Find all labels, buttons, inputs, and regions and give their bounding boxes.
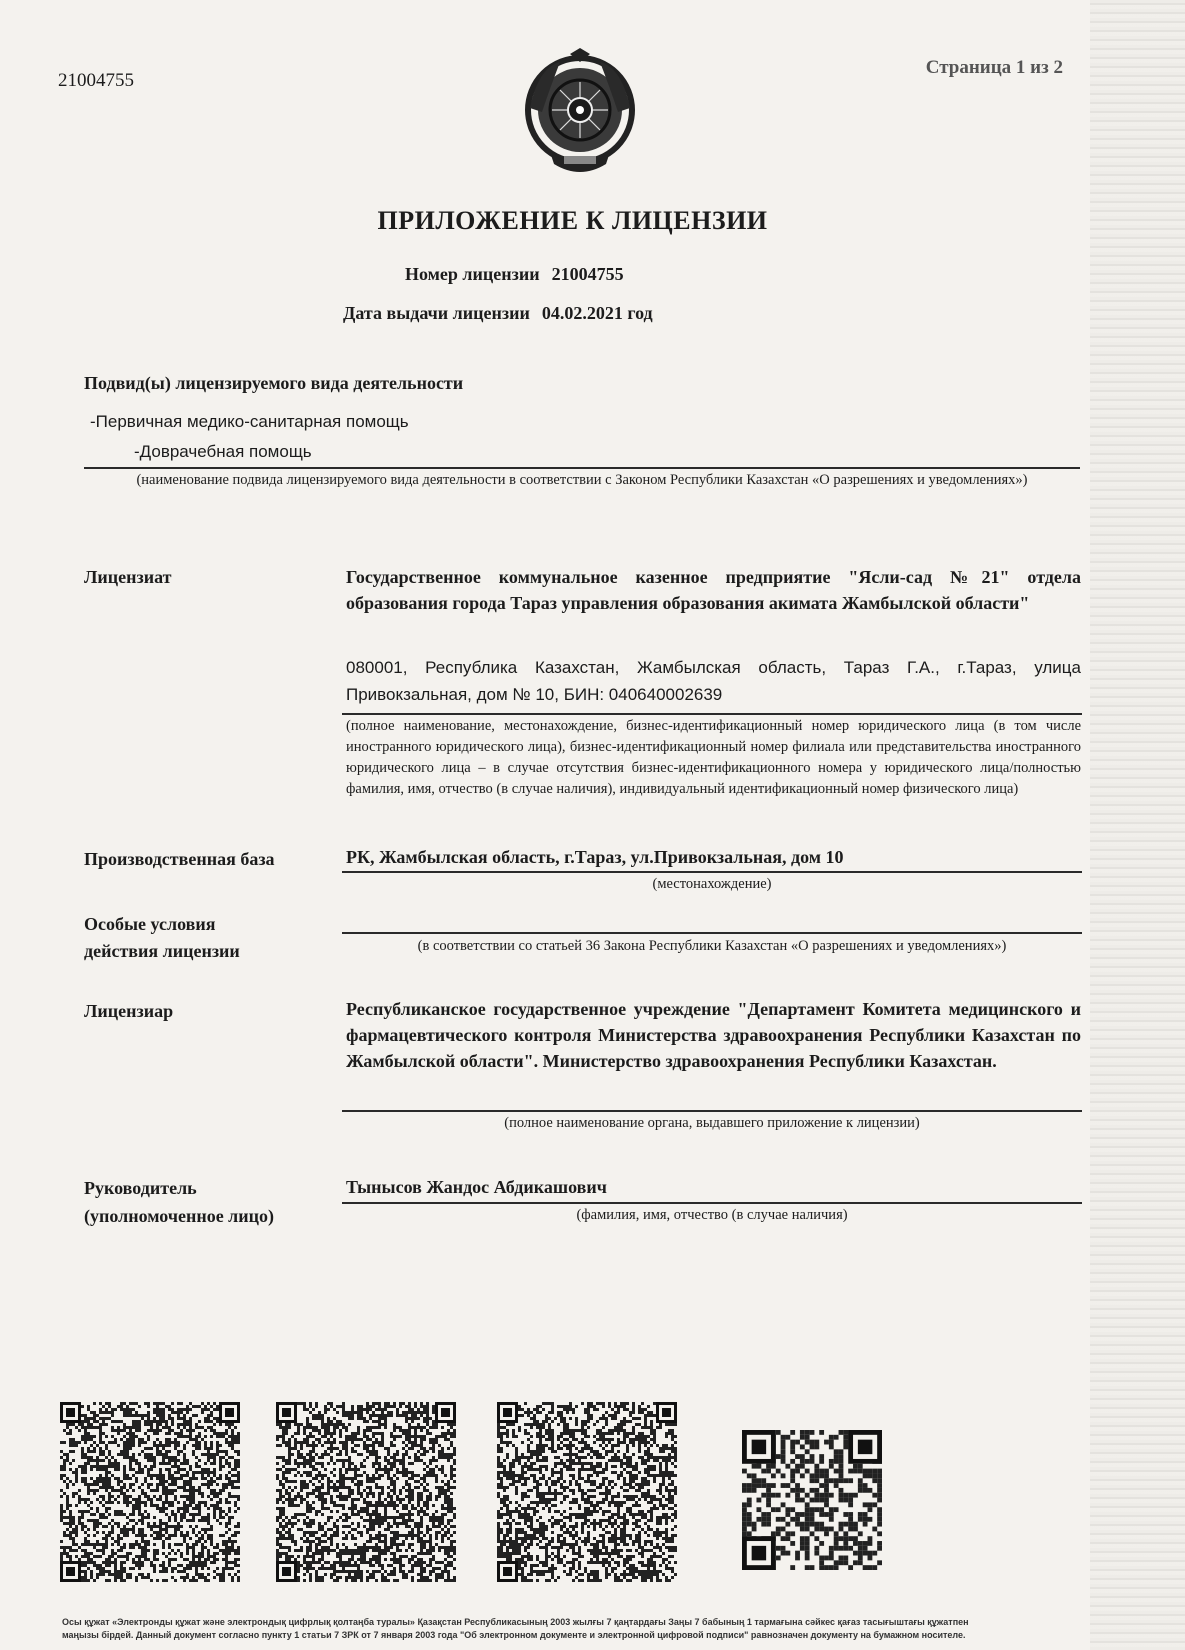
state-emblem-icon	[520, 48, 640, 180]
footer-line-2: маңызы бірдей. Данный документ согласно пункту 1 статьи 7 ЗРК от 7 января 2003 года "Об электронном документе и электронной цифровой подписи" равнозначен документу на бумажном носителе.	[62, 1630, 966, 1640]
licensee-address: 080001, Республика Казахстан, Жамбылская область, Тараз Г.А., г.Тараз, улица Привокзальная, дом № 10, БИН: 040640002639	[346, 658, 1081, 704]
special-conditions-label-1: Особые условия	[84, 914, 216, 934]
licensor-caption: (полное наименование органа, выдавшего приложение к лицензии)	[504, 1115, 920, 1131]
licensee-caption: (полное наименование, местонахождение, бизнес-идентификационный номер юридического лица (в том числе иностранного юридического лица), бизнес-идентификационный номер филиала или представительства иностранного юридического лица – в случае отсутствия бизнес-идентификационного номера у юридического лица/полностью фамилия, имя, отчество (в случае наличия), индивидуальный идентификационный номер физического лица)	[346, 718, 1081, 797]
divider	[342, 1110, 1082, 1112]
head-value: Тынысов Жандос Абдикашович	[346, 1177, 607, 1197]
licensee-name: Государственное коммунальное казенное предприятие "Ясли-сад №21" отдела образования города Тараз управления образования акимата Жамбылской области"	[346, 567, 1081, 613]
page-indicator: Страница 1 из 2	[925, 57, 1063, 78]
activity-caption: (наименование подвида лицензируемого вида деятельности в соответствии с Законом Республики Казахстан «О разрешениях и уведомлениях»)	[136, 472, 1028, 488]
qr-code-icon	[497, 1402, 677, 1582]
activity-item: -Первичная медико-санитарная помощь	[90, 412, 409, 431]
licensee-label: Лицензиат	[84, 567, 172, 587]
special-conditions-label-2: действия лицензии	[84, 941, 240, 961]
licensor-value: Республиканское государственное учреждение "Департамент Комитета медицинского и фармацевтического контроля Министерства здравоохранения Республики Казахстан по Жамбылской области". Министерство здравоохранения Республики Казахстан.	[346, 999, 1081, 1071]
license-number-row	[405, 264, 624, 285]
qr-code-icon	[60, 1402, 240, 1582]
license-date-value: 04.02.2021 год	[541, 303, 653, 323]
qr-code-icon	[276, 1402, 456, 1582]
page-title: ПРИЛОЖЕНИЕ К ЛИЦЕНЗИИ	[377, 206, 768, 235]
activity-section-title: Подвид(ы) лицензируемого вида деятельности	[84, 373, 464, 393]
license-date-row	[343, 303, 653, 324]
head-caption: (фамилия, имя, отчество (в случае наличия)	[576, 1207, 848, 1223]
special-conditions-caption: (в соответствии со статьей 36 Закона Республики Казахстан «О разрешениях и уведомлениях»)	[417, 938, 1007, 954]
head-label-1: Руководитель	[84, 1178, 197, 1198]
qr-code-icon	[742, 1430, 882, 1570]
production-base-value: РК, Жамбылская область, г.Тараз, ул.Привокзальная, дом 10	[346, 847, 844, 867]
activity-item: -Доврачебная помощь	[134, 442, 312, 461]
divider	[342, 713, 1082, 715]
footer-legal-note	[62, 1616, 1122, 1642]
footer-line-1: Осы құжат «Электронды құжат және электрондық цифрлық қолтаңба туралы» Қазақстан Республикасының 2003 жылғы 7 қаңтардағы Заңы 7 бабының 1 тармағына сәйкес қағаз тасығыштағы құжатпен	[62, 1617, 969, 1627]
document-number: 21004755	[58, 70, 134, 91]
divider	[342, 871, 1082, 873]
scan-edge-noise	[1090, 0, 1185, 1650]
divider	[342, 1202, 1082, 1204]
license-number-value: 21004755	[551, 264, 624, 284]
license-number-label: Номер лицензии	[405, 264, 540, 284]
production-base-caption: (местонахождение)	[652, 876, 772, 892]
license-date-label: Дата выдачи лицензии	[343, 303, 530, 323]
divider	[342, 932, 1082, 934]
head-label-2: (уполномоченное лицо)	[84, 1206, 275, 1226]
production-base-label: Производственная база	[84, 849, 275, 869]
divider	[84, 467, 1080, 469]
licensor-label: Лицензиар	[84, 1001, 174, 1021]
